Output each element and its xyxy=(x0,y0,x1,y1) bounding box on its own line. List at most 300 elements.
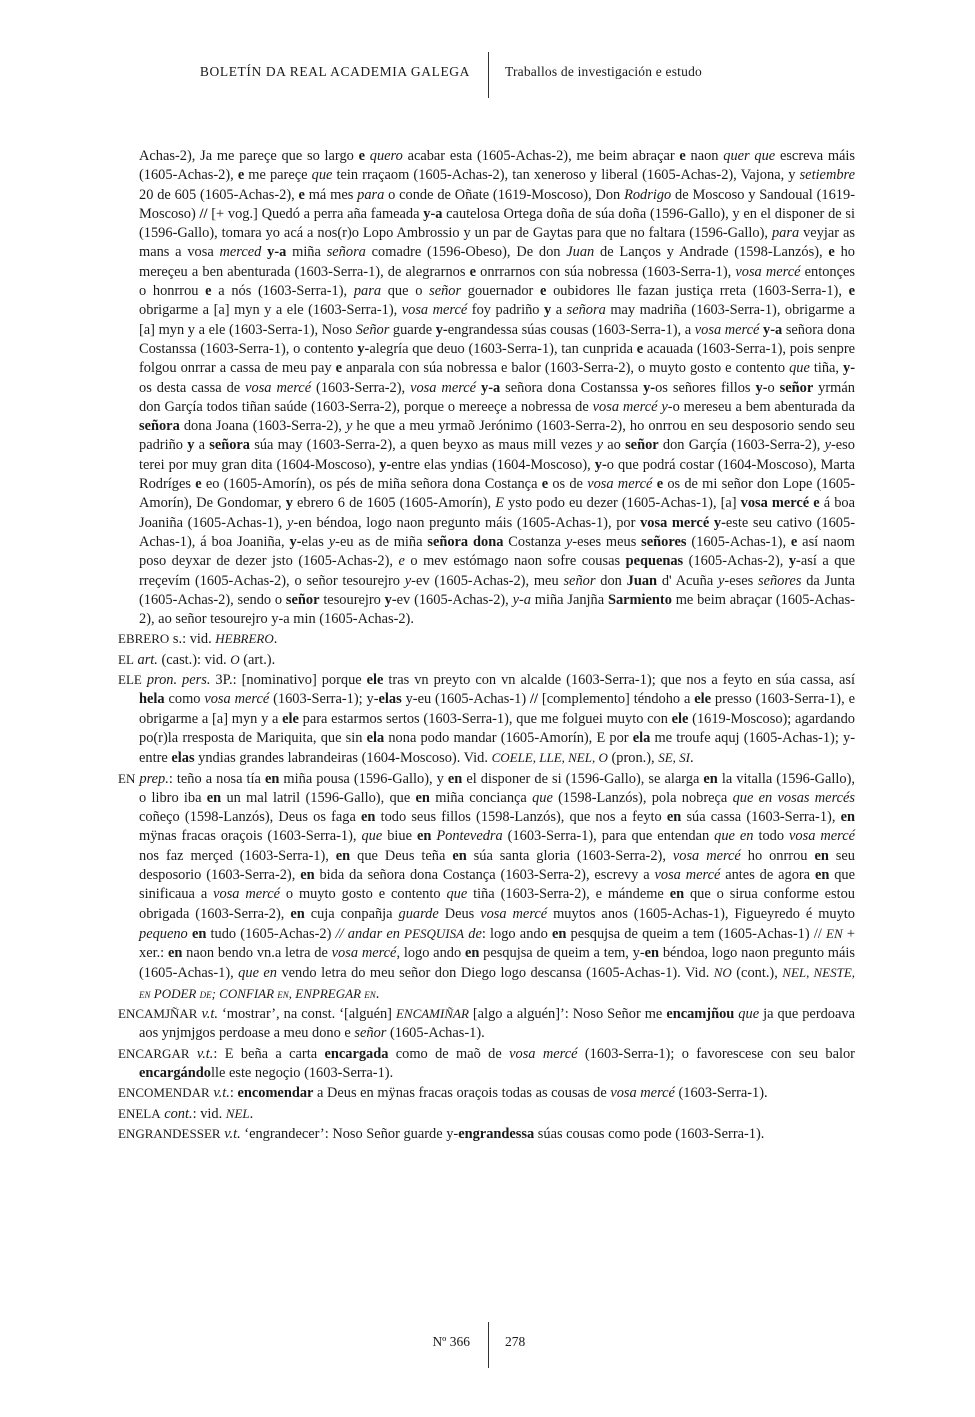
text-segment: engrandessa súas cousas (1603-Serra-1), a xyxy=(447,321,695,338)
text-segment: HEBRERO xyxy=(215,631,274,647)
text-segment: vosa mercé xyxy=(654,866,721,883)
text-segment: vosa mercé xyxy=(740,495,810,512)
text-segment: vosa mercé xyxy=(245,379,312,396)
text-segment: vosa mercé xyxy=(331,945,397,962)
text-segment: eses meus xyxy=(577,533,642,550)
text-segment: señora xyxy=(209,437,251,454)
text-segment: ‘engrandecer’: Noso Señor guarde y- xyxy=(240,1125,459,1142)
text-segment: ‘mostrar’, na const. ‘[alguén] xyxy=(217,1006,396,1023)
entry-encomendar xyxy=(118,1083,855,1103)
text-segment: a Deus en mÿnas fracas oraçois todas as cousas de xyxy=(313,1085,611,1102)
text-segment: Achas-2), Ja me pareçe que so largo xyxy=(139,148,359,164)
text-segment: señora xyxy=(326,244,366,261)
text-segment: da Junta (1605-Achas-2), sendo o xyxy=(139,572,855,608)
text-segment: may madriña (1603-Serra-1), obrigarme a [a] myn y a ele (1603-Serra-1), Noso xyxy=(139,302,855,338)
text-segment: en xyxy=(264,770,280,787)
text-segment: lle este negoçio (1603-Serra-1). xyxy=(210,1064,394,1081)
text-segment: bida da señora dona Costança (1603-Serra-2), escrevy a xyxy=(314,866,655,883)
text-segment: yrmán don Garçía todos tiñan saúde (1603-Serra-2), porque o mereeçe a nobressa de xyxy=(139,379,855,415)
text-segment: . xyxy=(690,750,694,767)
text-segment: e xyxy=(636,340,644,357)
text-segment: setiembre xyxy=(799,167,855,184)
text-segment: e xyxy=(195,476,202,493)
text-segment: d' Acuña xyxy=(657,572,719,589)
text-segment: en xyxy=(814,866,830,883)
text-segment: eo (1605-Amorín), os pés de miña señora dona Costança xyxy=(201,476,542,493)
text-segment: cautelosa Ortega doña de súa doña (1596-Gallo), y en el disponer de si (1596-Gallo), tomara yo acá a nos(r)o Lopo Ambrossio y un par de Gaytas para que no faltara (1596-Gallo), xyxy=(139,205,855,242)
text-segment: merced xyxy=(219,244,262,261)
text-segment: Costanza xyxy=(503,533,566,550)
text-segment: (1603-Serra-1). xyxy=(674,1085,768,1102)
text-segment: (pron.), xyxy=(607,750,659,767)
entry-en xyxy=(118,769,855,1005)
text-segment: ele xyxy=(694,691,712,708)
text-segment: y- xyxy=(328,533,340,550)
continued-entry-text xyxy=(118,147,855,629)
text-segment: Juan xyxy=(566,244,595,261)
text-segment: ysto podo eu dezer (1605-Achas-1), [a] xyxy=(503,495,741,512)
text-segment: en xyxy=(644,945,660,962)
text-segment: coñeço (1598-Lanzós), Deus os faga xyxy=(139,809,362,826)
text-segment: : vid. xyxy=(192,1105,226,1122)
text-segment: má mes xyxy=(304,186,358,203)
entry-headword: EN xyxy=(118,770,136,786)
text-segment: min (1605-Achas-2). xyxy=(289,611,414,628)
text-segment: os de xyxy=(548,476,588,493)
text-segment: para xyxy=(771,225,800,242)
text-segment: en xyxy=(452,847,467,864)
text-segment: (1603-Serra-1); o favorescese con seu balor xyxy=(577,1045,855,1062)
text-segment: en xyxy=(206,789,222,806)
text-segment: en xyxy=(290,905,305,922)
text-segment: señor xyxy=(563,572,596,589)
text-segment: como de maõ de xyxy=(388,1045,510,1062)
text-segment: Pontevedra xyxy=(436,828,503,845)
text-segment: me pareçe xyxy=(244,167,312,184)
text-segment: he que a meu yrmaõ Jerónimo (1603-Serra-2), ho onrrou en seu desposorio sendo seu padriño xyxy=(139,418,855,454)
text-segment: guarde xyxy=(389,321,436,338)
text-segment: obrigarme a [a] myn y a ele (1603-Serra-1), xyxy=(139,302,402,319)
text-segment: y-eu (1605-Achas-1) xyxy=(401,691,531,708)
text-segment: NO xyxy=(713,965,732,981)
text-segment: v.t. xyxy=(201,1006,218,1023)
text-segment: señor xyxy=(779,379,814,396)
text-segment: e xyxy=(848,283,855,300)
text-segment: pequeno xyxy=(139,925,188,942)
text-segment: Juan xyxy=(626,572,658,589)
text-segment: art. xyxy=(137,651,158,668)
text-segment: tiña, xyxy=(809,360,844,377)
text-segment: o mev estómago naon sofre cousas xyxy=(404,553,626,570)
entry-el xyxy=(118,650,855,670)
text-segment: y- xyxy=(718,572,730,589)
text-segment: biue xyxy=(382,828,417,845)
text-segment: foy padriño xyxy=(467,302,544,319)
text-segment: de xyxy=(468,925,482,942)
text-segment: NEL xyxy=(225,1105,250,1121)
text-segment: pesqujsa de queim a tem, y- xyxy=(479,945,645,962)
text-segment: todo xyxy=(753,828,790,845)
text-segment: elas xyxy=(301,533,329,550)
text-segment: que xyxy=(311,167,333,184)
text-segment: cont. xyxy=(164,1105,193,1122)
text-segment: dona Joana (1603-Serra-2), xyxy=(179,418,346,435)
section-title: Traballos de investigación e estudo xyxy=(505,64,702,79)
text-segment: en xyxy=(167,945,183,962)
text-segment: pequenas xyxy=(625,553,684,570)
text-segment: que o xyxy=(381,283,430,300)
text-segment: señor xyxy=(285,591,320,608)
text-segment: cuja conpañja xyxy=(304,905,399,922)
text-segment: que en xyxy=(714,828,754,845)
entry-engrandesser xyxy=(118,1124,855,1144)
text-segment: 3P.: [nominativo] porque xyxy=(210,672,367,689)
text-segment: // andar en xyxy=(335,925,400,942)
text-segment: O xyxy=(230,651,240,667)
text-segment: v.t. xyxy=(196,1045,214,1062)
text-segment: que sinificaua a xyxy=(139,866,855,903)
text-segment: e xyxy=(790,533,798,550)
text-segment: elas xyxy=(378,691,402,708)
text-segment: me troufe aquj (1605-Achas-1); y-entre xyxy=(139,729,855,767)
text-segment: antes de agora xyxy=(720,866,815,883)
text-segment: señora dona Costanssa xyxy=(500,379,644,396)
text-segment: (1603-Serra-2), xyxy=(311,379,411,396)
text-segment: y-a xyxy=(267,244,287,261)
text-segment: Sarmiento xyxy=(607,591,672,608)
text-segment: vendo letra do meu señor don Diego logo descansa (1605-Achas-1). Vid. xyxy=(277,965,714,982)
text-segment: elas xyxy=(171,750,195,767)
text-segment: EN xyxy=(826,925,843,941)
text-segment: e xyxy=(205,283,212,300)
text-segment: : E beña a carta xyxy=(213,1045,325,1062)
text-segment: y- xyxy=(643,379,656,396)
text-segment: (1603-Serra-1), para que entendan xyxy=(502,828,715,845)
text-segment: miña xyxy=(286,244,327,261)
text-segment: encamjñou xyxy=(666,1006,735,1023)
text-segment: vosa mercé xyxy=(410,379,477,396)
text-segment: acabar esta (1605-Achas-2), me beim abraçar xyxy=(402,148,680,164)
text-segment: onrrarnos con súa nobressa (1603-Serra-1), xyxy=(475,263,736,280)
text-segment: 20 de 605 (1605-Achas-2), xyxy=(139,186,299,203)
text-segment: y- xyxy=(788,553,801,570)
text-segment: y-a xyxy=(481,379,501,396)
text-segment: ela xyxy=(366,729,385,746)
text-segment: tras vn preyto con vn alcalde (1603-Serra-1); que nos a feyto en súa cassa, así xyxy=(383,672,855,689)
text-segment: vosa mercé xyxy=(694,321,760,338)
text-segment: vosa mercé xyxy=(640,514,710,531)
text-segment: s.: vid. xyxy=(169,631,216,648)
text-segment: muytos anos (1605-Achas-1), Figueyredo é muyto xyxy=(547,905,855,922)
text-segment: vosa mercé xyxy=(735,263,801,280)
text-segment: nos faz merçed (1603-Serra-1), xyxy=(139,847,336,864)
text-segment: a nós (1603-Serra-1), xyxy=(211,283,354,300)
text-segment: e xyxy=(656,476,664,493)
entry-headword: EL xyxy=(118,651,134,667)
text-segment: (cast.): vid. xyxy=(157,651,231,668)
text-segment: que xyxy=(361,828,383,845)
footer-divider xyxy=(488,1322,489,1368)
text-segment: hela xyxy=(139,691,165,708)
text-segment: e xyxy=(237,167,245,184)
text-segment: os señores fillos xyxy=(655,379,756,396)
text-segment: os de mi señor don Lope (1605-Amorín), De Gondomar, xyxy=(139,476,856,512)
entry-encargar xyxy=(118,1044,855,1084)
text-segment: ele xyxy=(671,710,689,727)
text-segment: a xyxy=(194,437,210,454)
text-segment: , logo ando xyxy=(396,945,465,962)
text-segment: y xyxy=(596,437,604,454)
text-segment: como xyxy=(164,691,205,708)
text-segment: prep. xyxy=(139,770,169,787)
text-segment: señora dona Costanssa (1603-Serra-1), o contento xyxy=(139,321,855,357)
text-segment: vosa mercé xyxy=(509,1045,578,1062)
text-segment: en xyxy=(335,847,351,864)
text-segment: en xyxy=(840,809,855,826)
text-segment: el disponer de si (1596-Gallo), se alarga xyxy=(462,770,704,787)
text-segment: y- xyxy=(565,533,578,550)
text-segment: (art.). xyxy=(239,651,276,668)
text-segment: en xyxy=(415,789,430,806)
text-segment: o mereseu a bem abenturada da xyxy=(672,398,855,415)
text-segment: vosa xyxy=(592,398,620,415)
text-segment: encomendar xyxy=(237,1085,314,1102)
text-segment: y-a xyxy=(423,205,443,222)
text-segment: e xyxy=(828,244,835,261)
dictionary-body xyxy=(118,147,855,1144)
text-segment xyxy=(190,1046,197,1062)
text-segment: en xyxy=(361,809,376,826)
text-segment: guarde xyxy=(398,905,439,922)
text-segment: encargándo xyxy=(139,1064,211,1081)
text-segment: y- xyxy=(289,533,302,550)
text-segment: mercé xyxy=(622,398,658,415)
text-segment: e xyxy=(541,476,549,493)
text-segment: Deus xyxy=(438,905,481,922)
text-segment: o conde de Oñate (1619-Moscoso), Don xyxy=(384,186,625,203)
text-segment: gouernador xyxy=(461,283,541,300)
text-segment: en xyxy=(191,925,207,942)
text-segment: ho onrrou xyxy=(740,847,815,864)
entry-ele xyxy=(118,670,855,768)
text-segment: que xyxy=(789,360,810,377)
entry-headword: ENCARGAR xyxy=(118,1045,190,1061)
text-segment: y- xyxy=(713,514,726,531)
text-segment: señores xyxy=(641,533,687,550)
text-segment: miña pousa (1596-Gallo), y xyxy=(279,770,448,787)
text-segment: eses xyxy=(729,572,758,589)
text-segment: [+ vog.] Quedó a perra aña fameada xyxy=(207,205,424,222)
text-segment: entre elas yndias (1604-Moscoso), xyxy=(391,456,595,473)
text-segment: + xer.: xyxy=(139,925,855,962)
text-segment: (1603-Serra-1); y- xyxy=(269,691,379,708)
text-segment: y- xyxy=(357,340,370,357)
text-segment: seu desposorio (1603-Serra-2), xyxy=(139,847,855,883)
text-segment: presso (1603-Serra-1), e obrigarme a [a] myn y a xyxy=(139,691,855,727)
text-segment: y xyxy=(543,302,552,319)
text-segment: señor xyxy=(429,283,462,300)
text-segment: SE, SI xyxy=(658,750,691,766)
text-segment: . xyxy=(273,631,278,648)
text-segment: ela xyxy=(632,729,651,746)
text-segment: la vitalla (1596-Gallo), o libro iba xyxy=(139,770,855,806)
text-segment: e xyxy=(398,553,405,570)
text-segment: tudo (1605-Achas-2) xyxy=(206,925,336,942)
text-segment: vosa mercé xyxy=(789,828,855,845)
text-segment: oubidores lle fazan justiça rreta (1603-Serra-1), xyxy=(546,283,849,300)
text-segment: señora xyxy=(566,302,606,319)
text-segment: : xyxy=(229,1085,238,1102)
text-segment: ev (1605-Achas-2), xyxy=(396,591,513,608)
text-segment: que xyxy=(532,789,553,806)
text-segment: y- xyxy=(435,321,448,338)
text-segment: y-a xyxy=(763,321,783,338)
text-segment: naon xyxy=(685,148,724,164)
text-segment: naon bendo vn.a letra de xyxy=(182,945,332,962)
text-segment: vosa mercé xyxy=(587,476,653,493)
text-segment: este seu cativo (1605-Achas-1), á boa Joaniña, xyxy=(139,514,855,550)
text-segment: un mal latril (1596-Gallo), que xyxy=(221,789,416,806)
text-segment: y-a xyxy=(271,611,290,628)
entry-headword: ENCAMJÑAR xyxy=(118,1006,198,1022)
text-segment: ele xyxy=(366,672,384,689)
text-segment: vosa mercé xyxy=(401,302,468,319)
text-segment: E xyxy=(495,495,504,512)
text-segment: y xyxy=(187,437,195,454)
text-segment: o xyxy=(767,379,780,396)
text-segment: señor xyxy=(625,437,659,454)
text-segment: (1598-Lanzós), pola nobreça xyxy=(552,789,733,806)
text-segment: acauada (1603-Serra-1), pois senpre folgou onrrar a cassa de meu pay xyxy=(139,340,856,377)
entry-ebrero xyxy=(118,629,855,649)
text-segment: vosa mercé xyxy=(672,847,741,864)
text-segment: (1619-Moscoso); agardando po(r)la rresposta de Mariquita, que sin xyxy=(139,710,855,746)
text-segment: vosa mercé xyxy=(610,1085,675,1102)
text-segment: así a que rreçevím (1605-Achas-2), o señor tesourejro xyxy=(139,553,855,589)
text-segment: ao xyxy=(603,437,626,454)
text-segment: // xyxy=(530,691,539,708)
text-segment: señora dona xyxy=(427,533,504,550)
text-segment: e xyxy=(298,186,305,203)
text-segment: y-a xyxy=(512,591,531,608)
entry-headword: ENCOMENDAR xyxy=(118,1085,210,1101)
text-segment: pron. pers. xyxy=(146,672,211,689)
header-divider xyxy=(488,52,489,98)
text-segment: escreva máis (1605-Achas-2), xyxy=(139,148,856,184)
text-segment: e xyxy=(358,148,365,164)
text-segment: [algo a alguén]’: Noso Señor me xyxy=(468,1006,667,1023)
text-segment: en xyxy=(551,925,567,942)
text-segment: ele xyxy=(282,710,299,727)
text-segment: yndias grandes labrandeiras (1604-Moscoso). Vid. xyxy=(194,750,492,767)
text-segment: os desta cassa de xyxy=(139,379,246,396)
text-segment: ja que perdoava aos ynjmjgos perdoase a meu dono e xyxy=(139,1006,855,1042)
text-segment: anparala con súa nobressa e balor (1603-Serra-2), o muyto gosto e contento xyxy=(341,360,790,377)
text-segment: eso terei por muy gran dita (1604-Moscoso), xyxy=(139,437,855,473)
text-segment: Señor xyxy=(355,321,390,338)
text-segment: y- xyxy=(379,456,392,473)
text-segment: en xyxy=(703,770,718,787)
text-segment: béndoa, logo naon pregunto máis (1605-Achas-1), xyxy=(139,945,855,982)
text-segment: don xyxy=(595,572,627,589)
text-segment: quer que xyxy=(723,148,776,164)
text-segment: señores xyxy=(757,572,802,589)
text-segment: en xyxy=(814,847,829,864)
issue-number: Nº 366 xyxy=(432,1334,470,1349)
text-segment: y- xyxy=(287,514,299,531)
text-segment: de Lanços y Andrade (1598-Lanzós), xyxy=(594,244,829,261)
text-segment: en béndoa, logo naon pregunto máis (1605-Achas-1), por xyxy=(298,514,641,531)
text-segment: . xyxy=(249,1105,254,1122)
text-segment: tiña (1603-Serra-2), e mándeme xyxy=(467,886,670,903)
text-segment: y- xyxy=(594,456,607,473)
text-segment: v.t. xyxy=(224,1125,241,1142)
entry-headword: ENELA xyxy=(118,1105,161,1121)
text-segment: para xyxy=(353,283,382,300)
text-segment: súas cousas como pode (1603-Serra-1). xyxy=(534,1125,765,1142)
text-segment: e xyxy=(540,283,547,300)
text-segment: ENCAMIÑAR xyxy=(395,1006,469,1022)
text-segment: y- xyxy=(755,379,768,396)
text-segment: miña conciança xyxy=(429,789,533,806)
text-segment: e xyxy=(469,263,476,280)
text-segment: v.t. xyxy=(213,1085,230,1102)
text-segment: Rodrigo xyxy=(624,186,672,203)
text-segment: nona podo mandar (1605-Amorín), E por xyxy=(384,729,633,746)
text-segment: tein rraçaom (1605-Achas-2), tan xeneroso y liberal (1605-Achas-2), Vajona, y xyxy=(332,167,800,184)
text-segment: : logo ando xyxy=(481,925,552,942)
text-segment: alegría que deuo (1603-Serra-1), tan cunprida xyxy=(369,340,637,357)
text-segment: quero xyxy=(369,148,403,164)
text-segment: a xyxy=(551,302,567,319)
text-segment: tesourejro xyxy=(319,591,385,608)
text-segment: en xyxy=(300,866,315,883)
text-segment: (1605-Achas-1). xyxy=(386,1025,485,1042)
text-segment: encargada xyxy=(324,1045,389,1062)
text-segment: y- xyxy=(404,572,416,589)
text-segment: COELE, LLE, NEL, O xyxy=(491,750,608,766)
text-segment: que xyxy=(738,1006,760,1023)
text-segment: súa may (1603-Serra-2), a quen beyxo as maus mill vezes xyxy=(250,437,597,454)
text-segment: o que podrá costar (1604-Moscoso), Marta Rodríges xyxy=(139,456,855,493)
text-segment: en xyxy=(416,828,432,845)
text-segment: y xyxy=(285,495,293,512)
text-segment: en xyxy=(447,770,463,787)
text-segment: todo seus fillos (1598-Lanzós), que nos a feyto xyxy=(375,809,667,826)
entry-enela xyxy=(118,1104,855,1124)
text-segment: y xyxy=(345,418,353,435)
text-segment: vosa mercé xyxy=(213,886,280,903)
text-segment: súa cassa (1603-Serra-1), xyxy=(681,809,841,826)
text-segment: : teño a nosa tía xyxy=(168,770,265,787)
text-segment: para xyxy=(357,186,385,203)
text-segment: (1605-Achas-2), xyxy=(683,553,789,570)
entry-encamjnar xyxy=(118,1004,855,1044)
text-segment: señora xyxy=(139,418,180,435)
text-segment: ev (1605-Achas-2), meu xyxy=(415,572,564,589)
text-segment: don Garçía (1603-Serra-2), xyxy=(658,437,825,454)
text-segment: e xyxy=(335,360,342,377)
text-segment: y- xyxy=(824,437,836,454)
text-segment: súa santa gloria (1603-Serra-2), xyxy=(466,847,673,864)
text-segment: e xyxy=(679,148,686,164)
entry-headword: ELE xyxy=(118,672,142,688)
entry-headword: EBRERO xyxy=(118,631,170,647)
text-segment: ho mereçeu a ben abenturada (1603-Serra-1), de alegrarnos xyxy=(139,244,855,280)
text-segment: // xyxy=(199,205,208,222)
text-segment: . xyxy=(375,985,380,1002)
text-segment: entonçes o honrrou xyxy=(139,263,855,300)
